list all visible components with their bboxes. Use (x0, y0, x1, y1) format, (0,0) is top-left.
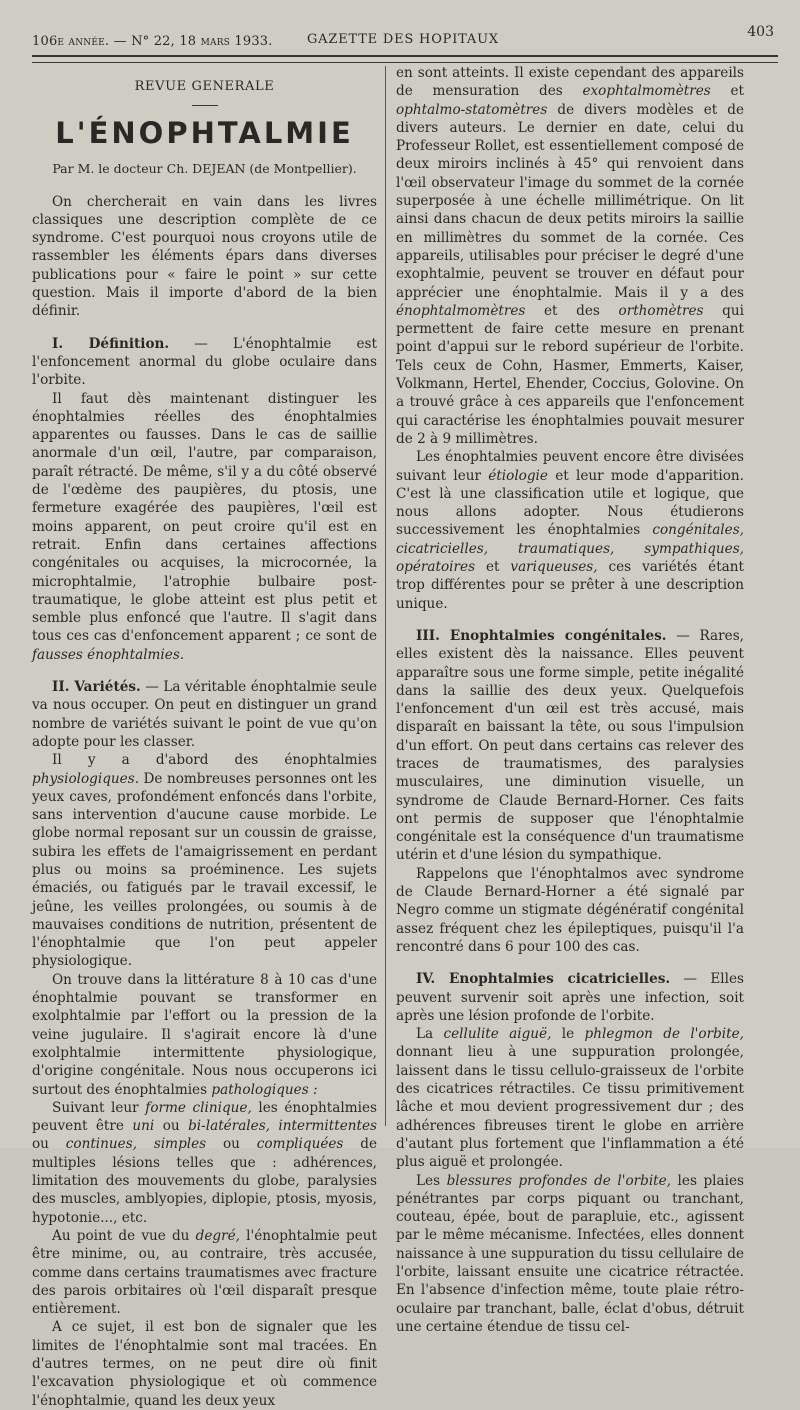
varieties-paragraph: II. Variétés. — La véritable énophtalmie seule va nous occuper. On peut en distinguer un grand nombre de variétés suivant le point de vue qu'on adopte pour les classer. (32, 679, 378, 750)
paragraph: Suivant leur forme clinique, les énophtalmies peuvent être uni ou bi-latérales, intermittentes ou continues, simples ou compliquées de multiples lésions telles que : adhérences, limitation des mouvements du globe, paralysies des muscles, amblyopies, diplopie, ptosis, myosis, hypotonie..., etc. (32, 1099, 377, 1226)
header-rule-thin (32, 62, 778, 63)
running-header (32, 24, 774, 52)
paragraph: Il faut dès maintenant distinguer les énophtalmies réelles des énophtalmies apparentes ou fausses. Dans le cas de saillie anormale d'un œil, l'autre, par comparaison, paraît rétracté. De même, s'il y a du côté observé de l'œdème des paupières, du ptosis, une fermeture exagérée des paupières, l'œil est moins apparent, on peut croire qu'il est en retrait. Enfin dans certaines affections congénitales ou acquises, la microcornée, la microphtalmie, l'atrophie bulbaire post-traumatique, le globe atteint est plus petit et semble plus enfoncé que l'autre. Il s'agit dans tous ces cas d'enfoncement apparent ; ce sont de fausses énophtalmies. (32, 390, 377, 663)
paragraph: On trouve dans la littérature 8 à 10 cas d'une énophtalmie pouvant se transformer en exolphtalmie par l'effort ou la pression de la veine jugulaire. Il s'agirait encore là d'une exolphtalmie intermittente physiologique, d'origine congénitale. Nous nous occuperons ici surtout des énophtalmies pathologiques : (32, 971, 377, 1098)
paragraph: Au point de vue du degré, l'énophtalmie peut être minime, ou, au contraire, très accusée, comme dans certains traumatismes avec fracture des parois orbitaires où l'œil disparaît presque entièrement. (32, 1227, 377, 1318)
page-number: 403 (747, 24, 774, 40)
column-divider (385, 66, 386, 1126)
paragraph: A ce sujet, il est bon de signaler que les limites de l'énophtalmie sont mal tracées. En d'autres termes, on ne peut dire où finit l'excavation physiologique et où commence l'énophtalmie, quand les deux yeux (32, 1319, 377, 1409)
article-title: L'ÉNOPHTALMIE (55, 116, 354, 151)
paragraph: Les énophtalmies peuvent encore être divisées suivant leur étiologie et leur mode d'apparition. C'est là une classification utile et logique, que nous allons adopter. Nous étudierons successivement les énophtalmies congénitales, cicatricielles, traumatiques, sympathiques, opératoires et variqueuses, ces variétés étant trop différentes pour se prêter à une description unique. (396, 449, 744, 612)
right-column (396, 64, 744, 1336)
kicker-rule (192, 105, 218, 106)
intro-paragraph: On chercherait en vain dans les livres classiques une description complète de ce syndrome. C'est pourquoi nous croyons utile de rassembler les éléments épars dans diverses publications pour « faire le point » sur cette question. Mais il importe d'abord de la bien définir. (32, 193, 377, 320)
cicatricial-heading: IV. Enophtalmies cicatricielles. (416, 971, 671, 988)
paragraph: Il y a d'abord des énophtalmies physiologiques. De nombreuses personnes ont les yeux caves, profondément enfoncés dans l'orbite, sans intervention d'aucune cause morbide. Le globe normal reposant sur un coussin de graisse, subira les effets de l'amaigrissement en perdant plus ou moins sa proéminence. Les sujets émaciés, ou fatigués par le travail excessif, le jeûne, les veilles prolongées, ou soumis à de mauvaises conditions de nutrition, présentent de l'énophtalmie que l'on peut appeler physiologique. (32, 752, 377, 970)
section-kicker: REVUE GENERALE (134, 79, 275, 94)
paragraph: Rappelons que l'énophtalmos avec syndrome de Claude Bernard-Horner a été signalé par Negro comme un stigmate dégénératif congénital assez fréquent chez les épileptiques, puisqu'il l'a rencontré dans 6 pour 100 des cas. (396, 865, 744, 955)
definition-heading: I. Définition. (52, 335, 170, 352)
cicatricial-paragraph: IV. Enophtalmies cicatricielles. — Elles peuvent survenir soit après une infection, soit après une lésion profonde de l'orbite. (396, 971, 744, 1024)
paragraph: La cellulite aiguë, le phlegmon de l'orbite, donnant lieu à une suppuration prolongée, laissent dans le tissu cellulo-graisseux de l'orbite des cicatrices rétractiles. Ce tissu primitivement lâche et mou devient progressivement dur ; des adhérences fibreuses tirent le globe en arrière d'autant plus fortement que l'inflammation a été plus aiguë et prolongée. (396, 1026, 744, 1171)
journal-name: GAZETTE DES HOPITAUX (307, 32, 499, 47)
left-column (32, 66, 377, 1410)
byline: Par M. le docteur Ch. DEJEAN (de Montpellier). (52, 161, 357, 177)
paragraph: en sont atteints. Il existe cependant des appareils de mensuration des exophtalmomètres et ophtalmo-statomètres de divers modèles et de divers auteurs. Le dernier en date, celui du Professeur Rollet, est essentiellement composé de deux miroirs inclinés à 45° qui renvoient dans l'œil observateur l'image du sommet de la cornée superposée à une échelle millimétrique. On lit ainsi dans chacun de deux petits miroirs la saillie en millimètres du sommet de la cornée. Ces appareils, utilisables pour préciser le degré d'une exophtalmie, peuvent se trouver en défaut pour apprécier une énophtalmie. Mais il y a des énophtalmomètres et des orthomètres qui permettent de faire cette mesure en prenant point d'appui sur le rebord supérieur de l'orbite. Tels ceux de Cohn, Hasmer, Emmerts, Kaiser, Volkmann, Hertel, Ehender, Coccius, Golovine. On a trouvé grâce à ces appareils que l'enfoncement qui caractérise les énophtalmies pouvait mesurer de 2 à 9 millimètres. (396, 65, 744, 447)
congenital-paragraph: III. Enophtalmies congénitales. — Rares, elles existent dès la naissance. Elles peuvent apparaître sous une forme simple, petite inégalité dans la saillie des deux yeux. Quelquefois l'enfoncement d'un œil est très accusé, mais disparaît en baissant la tête, ou sous l'impulsion d'un effort. On peut dans certains cas relever des traces de traumatismes, des paralysies musculaires, une diminution visuelle, un syndrome de Claude Bernard-Horner. Ces faits ont permis de supposer que l'énophtalmie congénitale est la conséquence d'un traumatisme utérin et d'une lésion du sympathique. (396, 627, 744, 864)
definition-paragraph: I. Définition. — L'énophtalmie est l'enfoncement anormal du globe oculaire dans l'orbite. (32, 335, 377, 389)
paragraph: Les blessures profondes de l'orbite, les plaies pénétrantes par corps piquant ou tranchant, couteau, épée, bout de parapluie, etc., agissent par le même mécanisme. Infectées, elles donnent naissance à une suppuration du tissu cellulaire de l'orbite, laissant ensuite une cicatrice rétractée. En l'absence d'infection même, toute plaie rétro-oculaire par tranchant, balle, éclat d'obus, détruit une certaine étendue de tissu cel- (396, 1172, 744, 1335)
issue-info: 106e année. — N° 22, 18 mars 1933. (32, 34, 273, 49)
header-rule-thick (32, 55, 778, 57)
congenital-heading: III. Enophtalmies congénitales. (416, 627, 667, 644)
varieties-heading: II. Variétés. (52, 679, 141, 696)
